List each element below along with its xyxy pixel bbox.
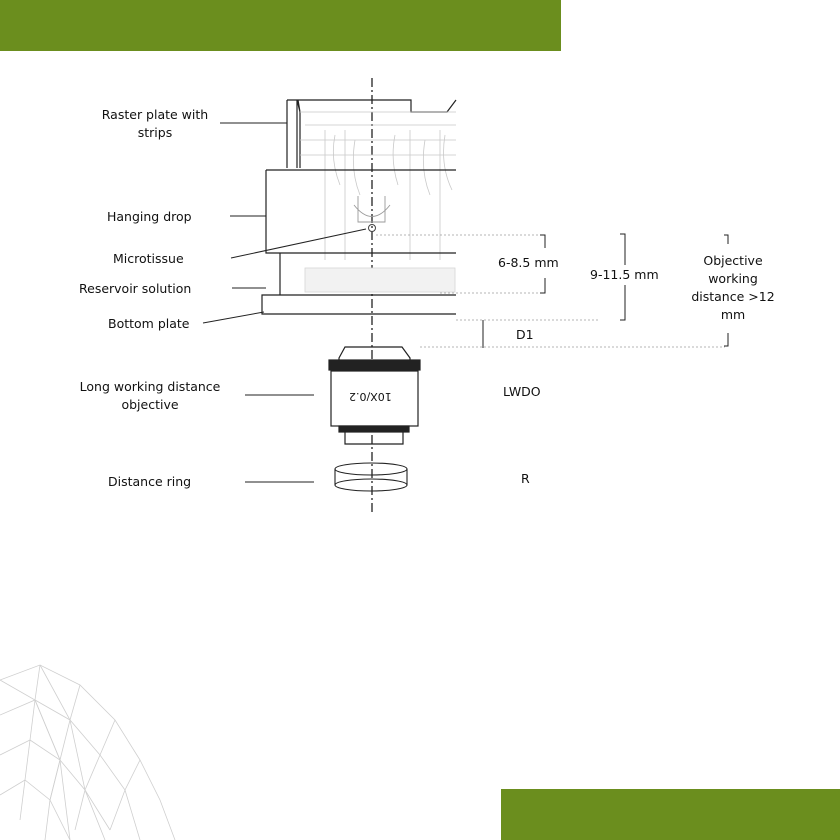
label-distance-ring: Distance ring bbox=[108, 474, 192, 489]
label-hanging-drop: Hanging drop bbox=[107, 209, 192, 224]
dimension-label-objective-working-distance: Objective working distance >12 mm bbox=[691, 253, 775, 322]
label-long-working-distance-objective: Long working distance objective bbox=[79, 379, 221, 412]
label-bottom-plate: Bottom plate bbox=[108, 316, 190, 331]
label-lwdo: LWDO bbox=[503, 384, 541, 399]
label-raster-plate: Raster plate with strips bbox=[101, 107, 209, 140]
objective-engraving-text: 10X/0.2 bbox=[349, 390, 392, 403]
label-reservoir-solution: Reservoir solution bbox=[79, 281, 192, 296]
label-r: R bbox=[521, 471, 530, 486]
dimension-label-6-8-5-mm: 6-8.5 mm bbox=[498, 255, 559, 270]
label-microtissue: Microtissue bbox=[113, 251, 184, 266]
reservoir-solution-area bbox=[305, 268, 455, 292]
dimension-label-d1: D1 bbox=[516, 327, 534, 342]
microtissue-dot bbox=[369, 225, 376, 232]
distance-ring-shape bbox=[335, 463, 407, 491]
dimension-label-9-11-5-mm: 9-11.5 mm bbox=[590, 267, 659, 282]
